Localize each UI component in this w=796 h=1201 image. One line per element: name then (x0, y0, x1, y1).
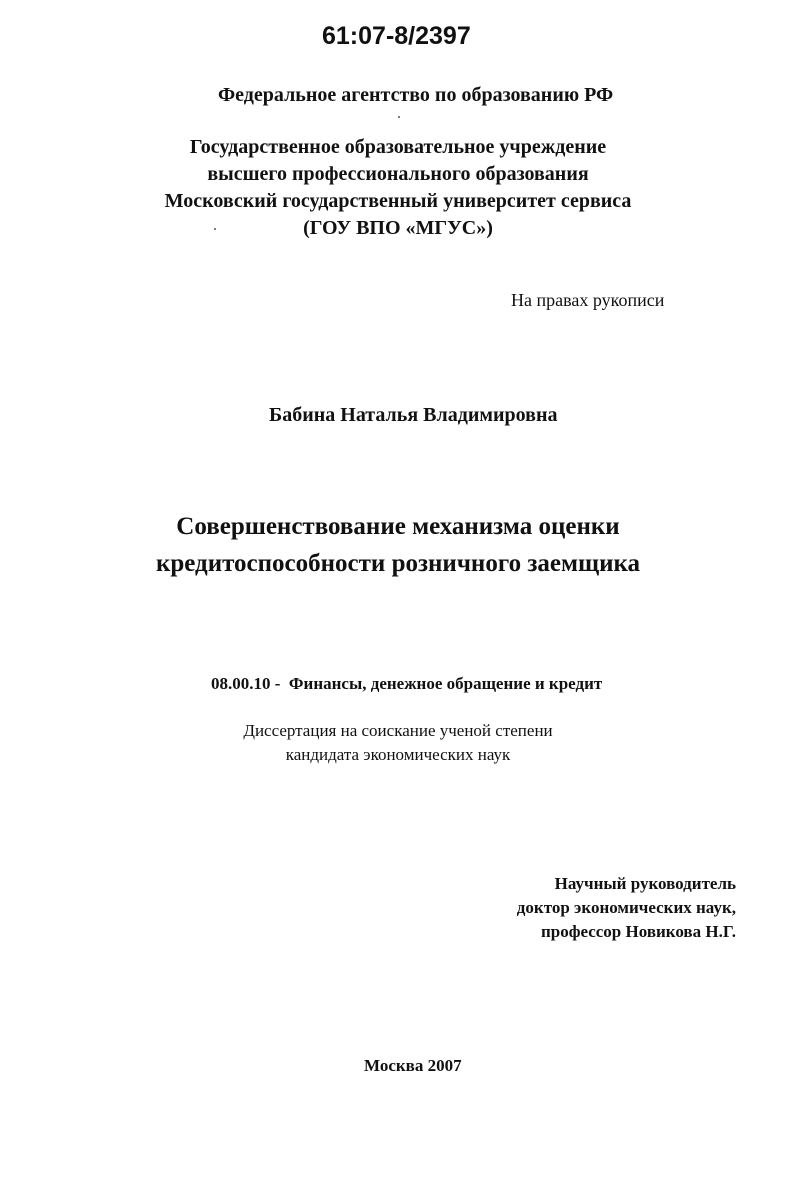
dissertation-title (0, 508, 796, 582)
institution-line-4: (ГОУ ВПО «МГУС») (303, 217, 493, 239)
thesis-degree (0, 719, 796, 767)
thesis-line-2: кандидата экономических наук (285, 745, 511, 764)
supervisor-line-3: профессор Новикова Н.Г. (540, 922, 736, 941)
specialty (211, 674, 602, 694)
institution-line-2: высшего профессионального образования (207, 163, 589, 185)
agency-name: Федеральное агентство по образованию РФ (218, 84, 614, 106)
city-year: Москва 2007 (364, 1056, 462, 1075)
title-line-1: Совершенствование механизма оценки (176, 513, 620, 540)
supervisor-line-1: Научный руководитель (554, 874, 736, 893)
institution-line-1: Государственное образовательное учреждение (189, 136, 607, 158)
manuscript-note: На правах рукописи (511, 290, 665, 310)
supervisor-block (517, 872, 736, 944)
scan-speck (398, 116, 400, 118)
author-name: Бабина Наталья Владимировна (269, 404, 558, 426)
institution-line-3: Московский государственный университет сервиса (164, 190, 632, 212)
supervisor-line-2: доктор экономических наук, (516, 898, 736, 917)
scan-speck (214, 228, 216, 230)
institution-block (0, 134, 796, 242)
thesis-line-1: Диссертация на соискание ученой степени (243, 721, 553, 740)
title-line-2: кредитоспособности розничного заемщика (155, 550, 641, 577)
specialty-code: 08.00.10 - (211, 674, 281, 693)
archive-stamp: 61:07-8/2397 (322, 22, 471, 50)
specialty-name: Финансы, денежное обращение и кредит (288, 674, 603, 693)
